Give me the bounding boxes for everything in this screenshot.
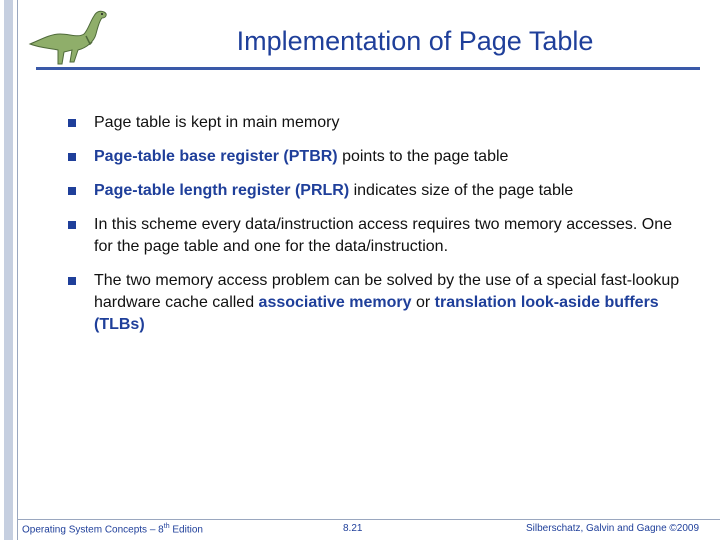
- bullet-item: [68, 180, 688, 202]
- bullet-text: In this scheme every data/instruction access requires two memory accesses. One for the page table and one for the data/instruction.: [94, 216, 673, 255]
- footer-divider: [17, 519, 720, 520]
- bullet-item: [68, 270, 688, 336]
- footer-book-prefix: Operating System Concepts – 8: [22, 524, 164, 536]
- bullet-text: points to the page table: [337, 148, 509, 165]
- square-bullet-icon: [68, 153, 76, 161]
- bullet-item: [68, 214, 688, 258]
- bullet-text: The two memory access problem can be solved by the use of a special fast-lookup hardware cache called: [94, 272, 680, 311]
- square-bullet-icon: [68, 221, 76, 229]
- square-bullet-icon: [68, 277, 76, 285]
- footer-book-suffix: Edition: [169, 524, 203, 536]
- left-sidebar-bar: [0, 0, 18, 540]
- footer-book-sup: th: [163, 523, 170, 530]
- bullet-highlight: translation look-aside buffers (TLBs): [94, 294, 659, 333]
- bullet-item: [68, 112, 688, 134]
- slide-title: Implementation of Page Table: [236, 26, 594, 56]
- bullet-text: or: [411, 294, 435, 311]
- bullet-highlight: Page-table base register (PTBR): [94, 148, 338, 165]
- bullet-item: [68, 146, 688, 168]
- bullet-text: Page table is kept in main memory: [94, 114, 340, 131]
- footer-page-number: 8.21: [343, 523, 363, 534]
- square-bullet-icon: [68, 119, 76, 127]
- bullet-highlight: Page-table length register (PRLR): [94, 182, 350, 199]
- bullet-highlight: associative memory: [258, 294, 412, 311]
- bullet-text: indicates size of the page table: [349, 182, 574, 199]
- square-bullet-icon: [68, 187, 76, 195]
- bullet-list: [68, 112, 688, 348]
- footer-book-title: [22, 523, 203, 535]
- footer-copyright: Silberschatz, Galvin and Gagne ©2009: [526, 523, 700, 534]
- dinosaur-icon: [26, 4, 114, 66]
- title-divider: [36, 67, 700, 70]
